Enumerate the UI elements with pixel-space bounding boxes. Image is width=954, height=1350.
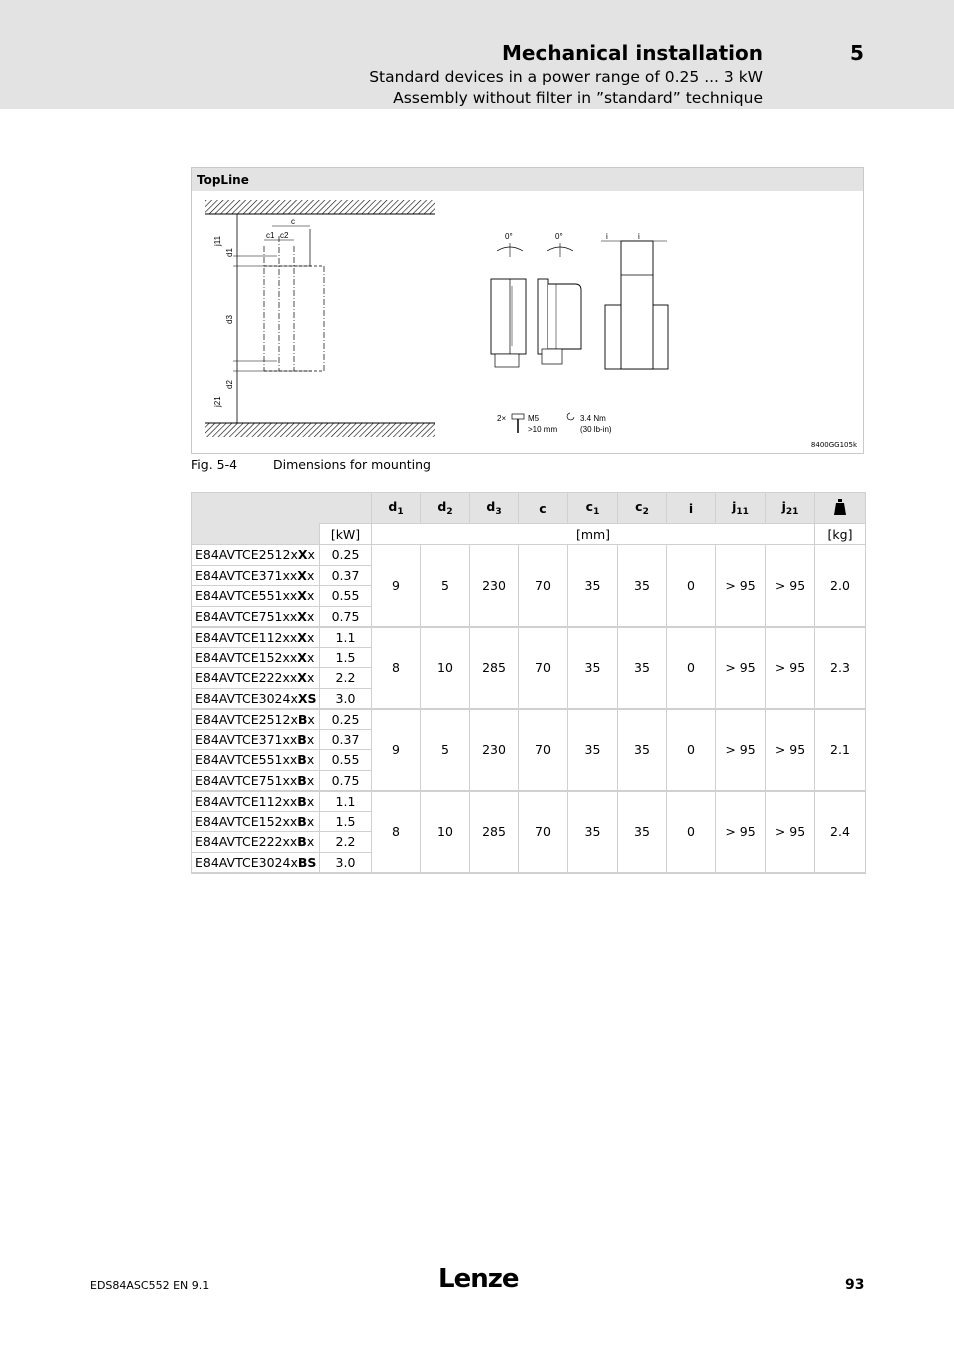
value-d1: 9	[372, 545, 421, 627]
type-variant: B	[297, 752, 307, 768]
type-suffix: x	[306, 793, 315, 809]
type-prefix: E84AVTCE551xx	[195, 752, 298, 768]
value-d1: 8	[372, 627, 421, 709]
chapter-number: 5	[850, 41, 864, 65]
type-prefix: E84AVTCE2512x	[195, 711, 298, 727]
value-d3: 230	[470, 709, 519, 791]
floor-hatch	[205, 423, 435, 437]
value-c1: 35	[568, 627, 618, 709]
type-prefix: E84AVTCE751xx	[195, 772, 298, 788]
value-d3: 230	[470, 545, 519, 627]
type-prefix: E84AVTCE222xx	[195, 834, 298, 850]
header-c: c	[519, 493, 568, 524]
type-suffix: x	[306, 772, 315, 788]
value-kg: 2.3	[815, 627, 866, 709]
mounting-drawing	[192, 191, 863, 453]
power-cell: 1.1	[320, 791, 372, 812]
type-variant: B	[297, 711, 308, 727]
value-c: 70	[519, 709, 568, 791]
value-c2: 35	[618, 791, 667, 873]
value-j11: > 95	[716, 627, 766, 709]
value-d1: 9	[372, 709, 421, 791]
type-cell	[192, 606, 320, 627]
device-side-2	[538, 279, 548, 354]
type-variant: X	[297, 649, 307, 665]
value-j11: > 95	[716, 791, 766, 873]
type-variant: B	[297, 813, 307, 829]
value-i: 0	[667, 709, 716, 791]
ceiling-hatch	[205, 200, 435, 214]
value-d3: 285	[470, 791, 519, 873]
label-screw-type: M5	[528, 414, 540, 423]
value-c1: 35	[568, 545, 618, 627]
type-cell	[192, 545, 320, 566]
value-c: 70	[519, 627, 568, 709]
power-cell: 3.0	[320, 688, 372, 709]
value-d2: 5	[421, 709, 470, 791]
value-i: 0	[667, 627, 716, 709]
type-variant: X	[297, 670, 307, 686]
type-variant: X	[297, 608, 307, 624]
figure-heading-bar	[192, 168, 863, 191]
type-suffix: x	[306, 608, 315, 624]
type-suffix: x	[307, 547, 315, 563]
type-variant: X	[297, 567, 307, 583]
header-j21: $j_{21}$	[766, 493, 815, 524]
type-variant: X	[297, 588, 307, 604]
type-cell	[192, 586, 320, 607]
header-j11: $j_{11}$	[716, 493, 766, 524]
type-prefix: E84AVTCE371xx	[195, 731, 298, 747]
power-cell: 0.25	[320, 709, 372, 730]
value-c: 70	[519, 545, 568, 627]
label-c1: c1	[266, 231, 275, 240]
value-j21: > 95	[766, 791, 815, 873]
weight-icon	[834, 499, 846, 515]
type-variant: BS	[297, 854, 317, 870]
unit-spacer	[192, 524, 320, 545]
unit-dims: [mm]	[372, 524, 815, 545]
dimensions-table	[191, 492, 866, 874]
type-cell	[192, 729, 320, 750]
label-d1: d1	[225, 248, 234, 257]
value-d2: 10	[421, 791, 470, 873]
label-d2: d2	[225, 380, 234, 389]
label-j11: j11	[213, 235, 222, 246]
power-cell: 2.2	[320, 832, 372, 853]
label-i-right: i	[638, 232, 640, 241]
value-c2: 35	[618, 709, 667, 791]
value-c: 70	[519, 791, 568, 873]
label-torque-imperial: (30 lb-in)	[580, 425, 612, 434]
label-c2: c2	[280, 231, 289, 240]
power-cell: 3.0	[320, 852, 372, 873]
type-cell	[192, 565, 320, 586]
value-i: 0	[667, 791, 716, 873]
power-cell: 0.37	[320, 729, 372, 750]
table-body	[192, 493, 866, 873]
value-d1: 8	[372, 791, 421, 873]
figure-code: 8400GG105k	[810, 441, 857, 449]
value-kg: 2.4	[815, 791, 866, 873]
power-cell: 0.75	[320, 770, 372, 791]
type-suffix: x	[306, 813, 315, 829]
type-cell	[192, 668, 320, 689]
value-kg: 2.1	[815, 709, 866, 791]
type-suffix: x	[306, 567, 315, 583]
header-d2: $d_2$	[421, 493, 470, 524]
value-d2: 5	[421, 545, 470, 627]
document-id: EDS84ASC552 EN 9.1	[90, 1279, 210, 1292]
type-prefix: E84AVTCE3024x	[195, 690, 298, 706]
type-prefix: E84AVTCE152xx	[195, 649, 298, 665]
power-cell: 2.2	[320, 668, 372, 689]
type-cell	[192, 709, 320, 730]
header-weight	[815, 493, 866, 524]
type-prefix: E84AVTCE371xx	[195, 567, 298, 583]
value-c2: 35	[618, 627, 667, 709]
type-prefix: E84AVTCE3024x	[195, 854, 298, 870]
type-cell	[192, 852, 320, 873]
type-suffix: x	[306, 670, 315, 686]
label-d3: d3	[225, 315, 234, 324]
type-cell	[192, 627, 320, 648]
power-cell: 0.37	[320, 565, 372, 586]
power-cell: 1.5	[320, 811, 372, 832]
value-j21: > 95	[766, 627, 815, 709]
label-torque: 3.4 Nm	[580, 414, 606, 423]
value-j11: > 95	[716, 709, 766, 791]
value-j11: > 95	[716, 545, 766, 627]
figure-caption-text: Dimensions for mounting	[273, 457, 431, 472]
label-angle-right: 0°	[555, 232, 563, 241]
label-j21: j21	[213, 396, 222, 407]
value-d3: 285	[470, 627, 519, 709]
type-cell	[192, 791, 320, 812]
label-screw-count: 2×	[497, 414, 507, 423]
header-c1: $c_1$	[568, 493, 618, 524]
page-number: 93	[845, 1277, 865, 1293]
header-c2: $c_2$	[618, 493, 667, 524]
type-variant: B	[297, 772, 307, 788]
power-cell: 0.75	[320, 606, 372, 627]
figure-heading: TopLine	[197, 173, 249, 187]
power-cell: 0.25	[320, 545, 372, 566]
type-variant: XS	[297, 690, 317, 706]
header-d1: $d_1$	[372, 493, 421, 524]
figure-caption-number: Fig. 5-4	[191, 457, 238, 472]
unit-weight: [kg]	[815, 524, 866, 545]
header-i: i	[667, 493, 716, 524]
header-spacer	[192, 493, 372, 524]
value-c2: 35	[618, 545, 667, 627]
type-variant: B	[297, 731, 307, 747]
type-suffix: x	[306, 588, 315, 604]
label-i-left: i	[606, 232, 608, 241]
value-kg: 2.0	[815, 545, 866, 627]
type-prefix: E84AVTCE222xx	[195, 670, 298, 686]
type-cell	[192, 688, 320, 709]
type-variant: B	[297, 793, 307, 809]
value-i: 0	[667, 545, 716, 627]
type-suffix: x	[307, 711, 315, 727]
page-subtitle-1: Standard devices in a power range of 0.25 ... 3 kW	[369, 68, 763, 86]
page-subtitle-2: Assembly without filter in ”standard” technique	[393, 89, 763, 107]
value-c1: 35	[568, 709, 618, 791]
type-suffix: x	[306, 629, 315, 645]
device-side-1	[491, 279, 526, 354]
value-j21: > 95	[766, 709, 815, 791]
figure-box	[191, 167, 864, 454]
type-variant: X	[297, 547, 308, 563]
type-prefix: E84AVTCE112xx	[195, 793, 298, 809]
type-variant: X	[297, 629, 307, 645]
type-cell	[192, 811, 320, 832]
value-j21: > 95	[766, 545, 815, 627]
label-angle-left: 0°	[505, 232, 513, 241]
table-row	[192, 627, 866, 648]
type-prefix: E84AVTCE2512x	[195, 547, 298, 563]
label-c: c	[291, 217, 295, 226]
page-title: Mechanical installation	[502, 41, 763, 65]
label-screw-length: >10 mm	[528, 425, 558, 434]
type-suffix: x	[306, 731, 315, 747]
type-prefix: E84AVTCE751xx	[195, 608, 298, 624]
header-d3: $d_3$	[470, 493, 519, 524]
power-cell: 1.1	[320, 627, 372, 648]
power-cell: 1.5	[320, 647, 372, 668]
table-row	[192, 545, 866, 566]
type-prefix: E84AVTCE152xx	[195, 813, 298, 829]
unit-power: [kW]	[320, 524, 372, 545]
power-cell: 0.55	[320, 750, 372, 771]
value-d2: 10	[421, 627, 470, 709]
type-suffix: x	[306, 649, 315, 665]
type-cell	[192, 770, 320, 791]
table-row	[192, 791, 866, 812]
type-cell	[192, 750, 320, 771]
type-cell	[192, 832, 320, 853]
power-cell: 0.55	[320, 586, 372, 607]
type-suffix: x	[306, 834, 315, 850]
table-row	[192, 709, 866, 730]
table-unit-row	[192, 524, 866, 545]
value-c1: 35	[568, 791, 618, 873]
type-prefix: E84AVTCE551xx	[195, 588, 298, 604]
type-variant: B	[297, 834, 307, 850]
type-suffix: x	[306, 752, 315, 768]
type-prefix: E84AVTCE112xx	[195, 629, 298, 645]
type-cell	[192, 647, 320, 668]
lenze-logo: Lenze	[438, 1264, 519, 1294]
table-header-row	[192, 493, 866, 524]
